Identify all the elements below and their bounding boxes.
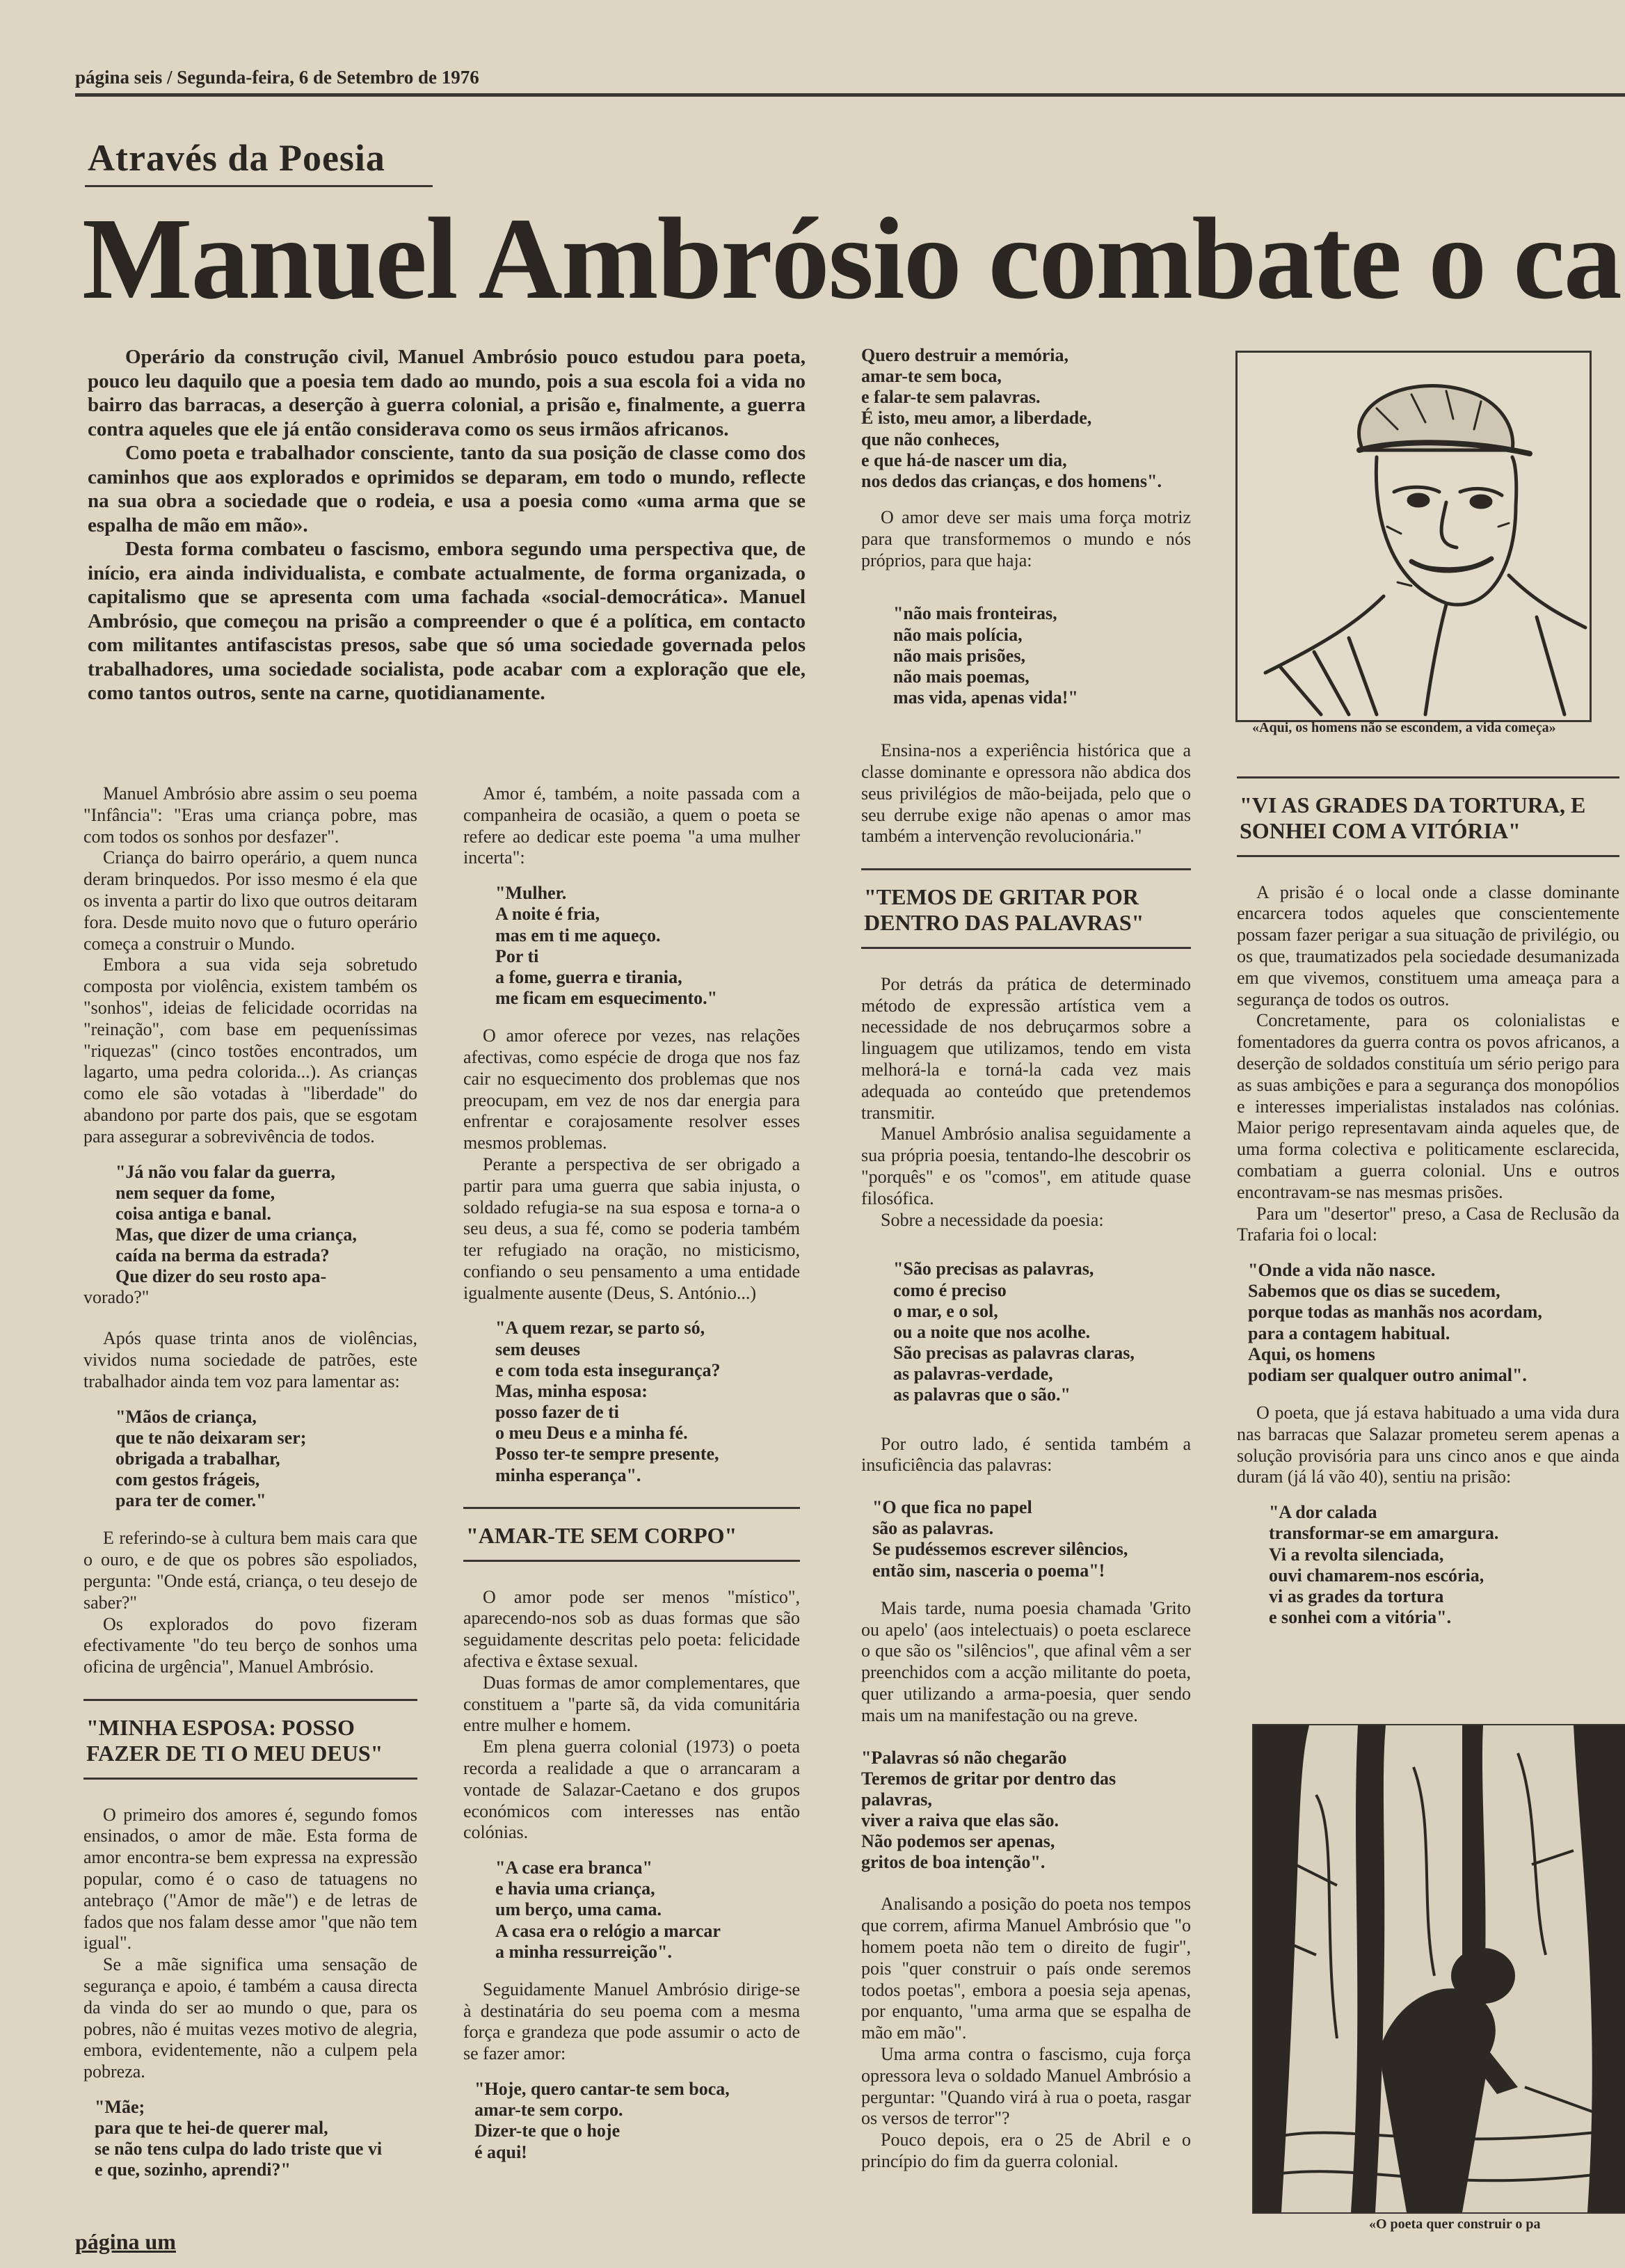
verse-line: as palavras que o são." [893,1384,1071,1405]
section-kicker: Através da Poesia [88,137,385,179]
verse-line: se não tens culpa do lado triste que vi [95,2139,383,2159]
verse-line: Que dizer do seu rosto apa- [115,1266,327,1287]
verse-line: Posso ter-te sempre presente, [495,1444,719,1464]
article-column-1 [83,783,417,2198]
poem-excerpt [495,1858,800,1963]
verse-line: não mais poemas, [893,666,1030,687]
verse-line: transformar-se em amargura. [1269,1523,1499,1544]
paragraph: Concretamente, para os colonialistas e fomentadores da guerra contra os povos africanos, a deserção de soldados constituía um sério perigo para as suas ambições e para a segurança dos monopólios e interesses imperialistas instalados nas colónias. Maior perigo representavam ainda aqueles que, de uma forma colectiva e politicamente esclarecida, combatiam a guerra colonial. Uns e outros encontravam-se nas mesmas prisões. [1237,1010,1619,1202]
portrait-illustration [1235,351,1592,722]
verse-line: não mais polícia, [893,624,1023,645]
verse-line: amar-te sem corpo. [474,2100,623,2121]
verse-line: e havia uma criança, [495,1878,655,1899]
paragraph: Manuel Ambrósio analisa seguidamente a sua própria poesia, tentando-lhe descobrir os "porquês" e os "comos", em atitude quase filosófica. [861,1124,1191,1208]
header-rule [75,93,1625,97]
verse-line: ou a noite que nos acolhe. [893,1321,1091,1342]
verse-line: e falar-te sem palavras. [861,387,1041,408]
paragraph: Para um "desertor" preso, a Casa de Reclusão da Trafaria foi o local: [1237,1203,1619,1245]
verse-line: o mar, e o sol, [893,1300,998,1321]
paragraph: O amor oferece por vezes, nas relações afectivas, como espécie de droga que nos faz cair no esquecimento dos problemas que nos preocupam, em vez de nos dar energia para enfrentar e corajosamente resolver esses mesmos problemas. [463,1025,800,1153]
lead-paragraph: Operário da construção civil, Manuel Ambrósio pouco estudou para poeta, pouco leu daquilo que a poesia tem dado ao mundo, pois a sua escola foi a vida no bairro das barracas, a deserção à guerra colonial, a prisão e, finalmente, a guerra contra aqueles que ele já então considerava como os seus irmãos africanos. [88,346,806,440]
lead-paragraph: Desta forma combateu o fascismo, embora segundo uma perspectiva que, de início, era ainda individualista, e combate actualmente, de forma organizada, o capitalismo que se apresenta com uma fachada «social-democrática». Manuel Ambrósio, que começou na prisão a compreender o que é a política, em contacto com militantes antifascistas presos, sabe que só uma sociedade governada pelos trabalhadores, uma sociedade socialista, pode acabar com a exploração que ele, como tantos outros, sente na carne, quotidianamente. [88,538,806,704]
verse-line: A noite é fria, [495,904,600,925]
verse-line: "não mais fronteiras, [893,603,1057,624]
article-column-3 [861,345,1191,2173]
paragraph: Uma arma contra o fascismo, cuja força opressora leva o soldado Manuel Ambrósio a perguntar: "Quando virá à rua o poeta, rasgar os versos de terror"? [861,2044,1191,2129]
paragraph: Sobre a necessidade da poesia: [881,1209,1104,1230]
verse-line: nem sequer da fome, [115,1182,275,1203]
paragraph: A prisão é o local onde a classe dominante encarcera todos aqueles que conscientemente possam fazer perigar a sua situação de privilégio, ou os que, traumatizados pela sociedade desumanizada em que vivemos, constituem uma ameaça para a segurança de todos os outros. [1237,881,1619,1009]
paragraph: E referindo-se à cultura bem mais cara que o ouro, e de que os pobres são espoliados, pergunta: "Onde está, criança, o teu desejo de saber?" [83,1528,417,1613]
forest-drawing [1254,1725,1625,2212]
verse-line: "O que fica no papel [872,1497,1032,1518]
verse-line: "Mãe; [95,2096,145,2117]
subheading: "MINHA ESPOSA: POSSO FAZER DE TI O MEU DEUS" [83,1699,417,1780]
forest-illustration [1252,1724,1625,2214]
verse-line: e que há-de nascer um dia, [861,449,1067,470]
poem-excerpt [95,2097,417,2181]
verse-line: mas em ti me aqueço. [495,925,661,945]
paragraph: Analisando a posição do poeta nos tempos que correm, afirma Manuel Ambrósio que "o homem poeta não tem o direito de fugir", pois "quer construir o país onde seremos todos poetas", embora a poesia seja apenas, por enquanto, "uma arma que se espalha de mão em mão". [861,1894,1191,2043]
verse-line: Dizer-te que o hoje [474,2121,621,2141]
verse-line: Não podemos ser apenas, [861,1831,1055,1852]
verse-line: palavras, [861,1789,932,1810]
verse-line: nos dedos das crianças, e dos homens". [861,470,1162,491]
paragraph: Seguidamente Manuel Ambrósio dirige-se à destinatária do seu poema com a mesma força e grandeza que pode assumir o acto de se fazer amor: [463,1979,800,2064]
verse-line: "Palavras só não chegarão [861,1747,1067,1768]
verse-line: minha esperança". [495,1464,641,1485]
poem-excerpt [1269,1502,1619,1628]
verse-line: Quero destruir a memória, [861,345,1068,365]
verse-line: "Hoje, quero cantar-te sem boca, [474,2079,730,2100]
verse-line: Sabemos que os dias se sucedem, [1248,1281,1500,1302]
verse-line: um berço, uma cama. [495,1899,662,1920]
verse-line: são as palavras. [872,1518,994,1539]
verse-line: podiam ser qualquer outro animal". [1248,1364,1527,1385]
verse-line: mas vida, apenas vida!" [893,687,1078,708]
paragraph: Por outro lado, é sentida também a insuficiência das palavras: [861,1433,1191,1476]
paragraph: Pouco depois, era o 25 de Abril e o princípio do fim da guerra colonial. [861,2130,1191,2171]
page-header-line: página seis / Segunda-feira, 6 de Setembro de 1976 [75,67,479,88]
article-column-4 [1237,776,1619,1645]
verse-line: É isto, meu amor, a liberdade, [861,408,1092,429]
portrait-caption: «Aqui, os homens não se escondem, a vida começa» [1252,720,1556,735]
poem-excerpt [861,1748,1191,1874]
verse-line: caída na berma da estrada? [115,1245,330,1266]
paragraph: Manuel Ambrósio abre assim o seu poema "Infância": "Eras uma criança pobre, mas com todos os sonhos por desfazer". [83,783,417,847]
verse-line: me ficam em esquecimento." [495,987,718,1008]
paragraph: Duas formas de amor complementares, que constituem a "parte sã, da vida comunitária entre mulher e homem. [463,1672,800,1736]
paragraph: O primeiro dos amores é, segundo fomos ensinados, o amor de mãe. Esta forma de amor encontra-se bem expressa na expressão popular, como é o caso de tatuagens no antebraço ("Amor de mãe") e de letras de fados que nos falam desse amor "que não tem igual". [83,1804,417,1954]
lead-paragraph: Como poeta e trabalhador consciente, tanto da sua posição de classe como dos caminhos que aos explorados e oprimidos se deparam, em todo o mundo, reflecte na sua obra a sociedade que o rodeia, e usa a poesia como «uma arma que se espalha de mão em mão». [88,442,806,536]
verse-line: "Mulher. [495,883,567,904]
kicker-rule [85,185,433,187]
poem-excerpt [115,1162,417,1288]
subheading: "VI AS GRADES DA TORTURA, E SONHEI COM A VITÓRIA" [1237,776,1619,857]
subheading: "AMAR-TE SEM CORPO" [463,1507,800,1562]
verse-line: "Mãos de criança, [115,1406,257,1427]
verse-line: "São precisas as palavras, [893,1259,1094,1279]
verse-line: como é preciso [893,1279,1007,1300]
poem-excerpt [474,2079,800,2163]
paragraph: O poeta, que já estava habituado a uma vida dura nas barracas que Salazar prometeu serem apenas a solução provisória para uns cinco anos e que ainda duram (já lá vão 40), sentiu na prisão: [1237,1403,1619,1487]
paragraph: Mais tarde, numa poesia chamada 'Grito ou apelo' (aos intelectuais) o poeta esclarece o que são os "silêncios", que afinal vêm a ser preenchidos com a acção militante do poeta, quer utilizando a arma-poesia, quer sendo mais um na manifestação ou na greve. [861,1597,1191,1725]
verse-line: porque todas as manhãs nos acordam, [1248,1302,1542,1323]
verse-line: "A quem rezar, se parto só, [495,1318,705,1339]
paragraph: Perante a perspectiva de ser obrigado a partir para uma guerra que sabia injusta, o soldado refugia-se na sua esposa e torna-a o seu deus, a sua fé, como se poderia também ter refugiado na oração, no misticismo, confiando o seu pensamento a uma entidade igualmente ausente (Deus, S. António...) [463,1153,800,1303]
paragraph: Em plena guerra colonial (1973) o poeta recorda a realidade a que o arrancaram a vontade de Salazar-Caetano e dos grupos económicos com interesses nas então colónias. [463,1736,800,1843]
poem-excerpt [861,345,1191,492]
paragraph: Por detrás da prática de determinado método de expressão artística vem a necessidade de nos debruçarmos sobre a linguagem que utilizamos, tendo em vista melhorá-la e torná-la cada vez mais adequada ao conteúdo que pretendemos transmitir. [861,973,1191,1123]
verse-line: viver a raiva que elas são. [861,1810,1059,1830]
verse-line: "A case era branca" [495,1858,653,1878]
poem-excerpt [893,1259,1191,1405]
verse-line: e com toda esta insegurança? [495,1359,721,1380]
poem-excerpt [1248,1260,1619,1386]
page-footer: página um [75,2229,176,2254]
paragraph: Criança do bairro operário, a quem nunca deram brinquedos. Por isso mesmo é ela que os inventa a partir do lixo que outros deitaram fora. Desde muito novo que o futuro operário começa a construir o Mundo. [83,847,417,954]
verse-line: e sonhei com a vitória". [1269,1607,1452,1628]
verse-line: as palavras-verdade, [893,1364,1053,1384]
headline: Manuel Ambrósio combate o ca [82,194,1621,324]
verse-line: Aqui, os homens [1248,1343,1375,1364]
paragraph: Após quase trinta anos de violências, vividos numa sociedade de patrões, este trabalhador ainda tem voz para lamentar as: [83,1328,417,1391]
verse-line: Por ti [495,945,539,966]
verse-line: posso fazer de ti [495,1402,619,1423]
verse-line: vi as grades da tortura [1269,1586,1444,1606]
lead-text [88,345,806,705]
verse-line: não mais prisões, [893,645,1025,666]
poem-excerpt [115,1407,417,1512]
verse-line: "Onde a vida não nasce. [1248,1260,1436,1281]
paragraph: O amor deve ser mais uma força motriz para que transformemos o mundo e nós próprios, para que haja: [861,507,1191,570]
verse-line: então sim, nasceria o poema"! [872,1560,1105,1581]
paragraph: Os explorados do povo fizeram efectivamente "do teu berço de sonhos uma oficina de urgência", Manuel Ambrósio. [83,1613,417,1677]
article-column-2 [463,783,800,2180]
verse-line: que não conheces, [861,429,1000,449]
verse-line: Teremos de gritar por dentro das [861,1768,1116,1789]
verse-line: para ter de comer." [115,1490,266,1511]
forest-caption: «O poeta quer construir o pa [1369,2217,1541,2232]
verse-line: com gestos frágeis, [115,1469,260,1490]
verse-line: é aqui! [474,2141,527,2162]
poem-excerpt [872,1497,1191,1581]
paragraph: Ensina-nos a experiência histórica que a classe dominante e opressora não abdica dos seus privilégios de mão-beijada, pelo que o seu derrube exige não apenas o amor mas também a intervenção revolucionária." [861,740,1191,847]
verse-line: Se pudéssemos escrever silêncios, [872,1539,1128,1560]
verse-line: Vi a revolta silenciada, [1269,1544,1444,1565]
verse-line: Mas, minha esposa: [495,1380,648,1401]
paragraph: O amor pode ser menos "místico", aparecendo-nos sob as duas formas que são seguidamente descritas pelo poeta: felicidade afectiva e êxtase sexual. [463,1586,800,1671]
portrait-drawing [1238,353,1590,720]
verse-line: a minha ressurreição". [495,1941,672,1962]
verse-line: "A dor calada [1269,1502,1377,1523]
subheading: "TEMOS DE GRITAR POR DENTRO DAS PALAVRAS" [861,868,1191,949]
verse-line: ouvi chamarem-nos escória, [1269,1565,1484,1586]
verse-line: coisa antiga e banal. [115,1203,271,1224]
poem-excerpt [495,1318,800,1485]
paragraph: vorado?" [83,1287,150,1308]
verse-line: Mas, que dizer de uma criança, [115,1224,357,1245]
verse-line: obrigada a trabalhar, [115,1448,280,1469]
verse-line: São precisas as palavras claras, [893,1343,1135,1364]
verse-line: A casa era o relógio a marcar [495,1920,721,1941]
verse-line: amar-te sem boca, [861,366,1002,387]
verse-line: a fome, guerra e tirania, [495,966,682,987]
verse-line: sem deuses [495,1339,581,1359]
verse-line: "Já não vou falar da guerra, [115,1161,335,1182]
verse-line: e que, sozinho, aprendi?" [95,2159,291,2180]
paragraph: Se a mãe significa uma sensação de segurança e apoio, é também a causa directa da vinda do ser ao mundo o que, para os pobres, não é muitas vezes motivo de alegria, embora, evidentemente, não a culpem pela pobreza. [83,1954,417,2082]
poem-excerpt [893,603,1191,708]
verse-line: gritos de boa intenção". [861,1852,1046,1873]
verse-line: o meu Deus e a minha fé. [495,1423,688,1444]
verse-line: para que te hei-de querer mal, [95,2118,328,2139]
paragraph: Amor é, também, a noite passada com a companheira de ocasião, a quem o poeta se refere ao dedicar este poema "a uma mulher incerta": [463,783,800,868]
verse-line: para a contagem habitual. [1248,1323,1450,1343]
paragraph: Embora a sua vida seja sobretudo composta por violência, existem também os "sonhos", ideias de felicidade ocorridas na "reinação", com base em pequeníssimas "riquezas" (cinco tostões encontrados, um lagarto, uma pedra colorida...). As crianças como ele são votadas à "liberdade" do abandono por parte dos pais, que se esgotam para assegurar a sobrevivência de todos. [83,955,417,1147]
poem-excerpt [495,883,800,1009]
verse-line: que te não deixaram ser; [115,1427,307,1448]
